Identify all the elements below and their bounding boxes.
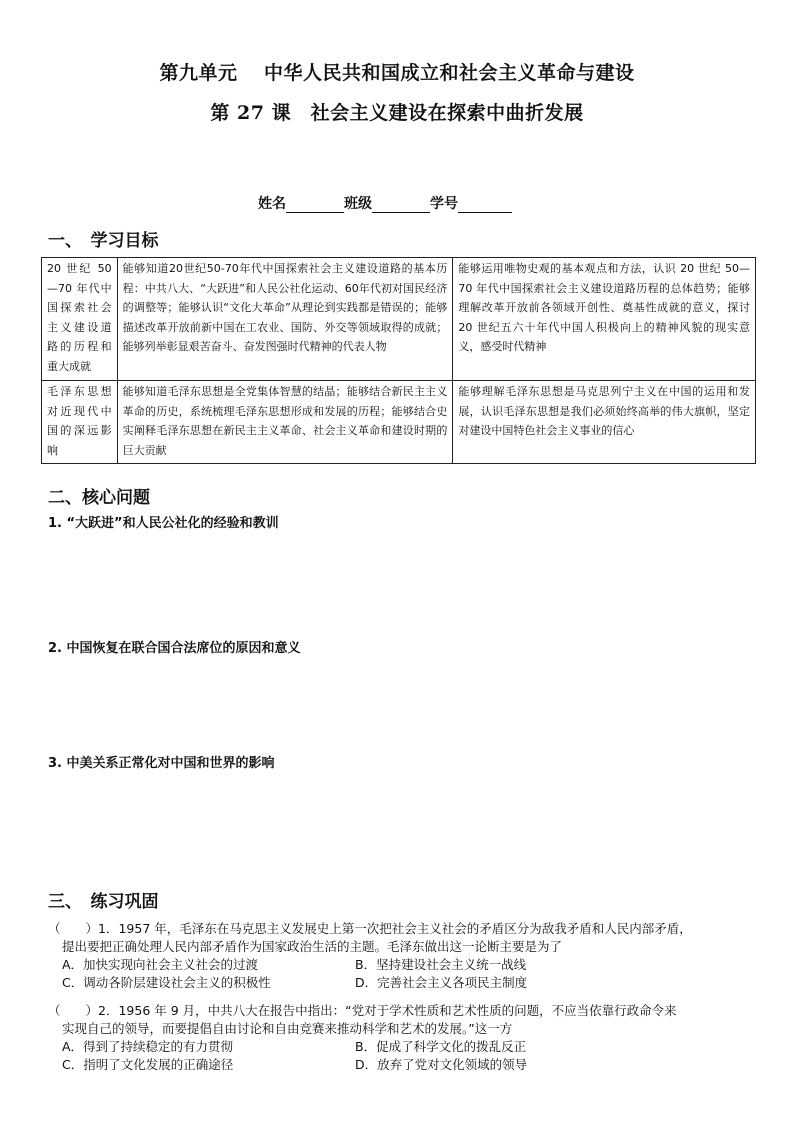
option-a[interactable]: A．加快实现向社会主义社会的过渡 xyxy=(62,957,259,972)
goal-basic-cell: 能够知道20世纪50-70年代中国探索社会主义建设道路的基本历程：中共八大、“大跃进”和人民公社化运动、60年代初对国民经济的调整等；能够认识“文化大革命”从理论到实践都是错误的；能够描述改革开放前新中国在工农业、国防、外交等领域取得的成就；能够列举彰显艰苦奋斗、奋发图强时代精神的代表人物 xyxy=(117,258,453,381)
exercise-item xyxy=(48,1002,768,1074)
name-blank[interactable] xyxy=(286,198,344,213)
lesson-title: 第 27 课 社会主义建设在探索中曲折发展 xyxy=(210,102,584,124)
answer-paren[interactable]: （ ） xyxy=(48,921,99,936)
goal-basic-cell: 能够知道毛泽东思想是全党集体智慧的结晶；能够结合新民主主义革命的历史，系统梳理毛泽东思想形成和发展的历程；能够结合史实阐释毛泽东思想在新民主主义革命、社会主义革命和建设时期的巨大贡献 xyxy=(117,381,453,464)
goal-topic-cell: 20 世纪 50—70 年代中国探索社会主义建设道路的历程和重大成就 xyxy=(42,258,118,381)
core-question-1: 1. “大跃进”和人民公社化的经验和教训 xyxy=(48,516,279,531)
table-row xyxy=(42,258,756,381)
exercise-options xyxy=(48,1038,768,1074)
answer-paren[interactable]: （ ） xyxy=(48,1003,99,1018)
section-heading-exercises: 三、 练习巩固 xyxy=(48,892,159,912)
name-label: 姓名 xyxy=(258,196,286,212)
class-label: 班级 xyxy=(344,196,372,212)
exercise-stem xyxy=(48,1002,768,1038)
core-question-2: 2. 中国恢复在联合国合法席位的原因和意义 xyxy=(48,641,301,656)
goal-advanced-cell: 能够运用唯物史观的基本观点和方法，认识 20 世纪 50—70 年代中国探索社会主义建设道路历程的总体趋势；能够理解改革开放前各领域开创性、奠基性成就的意义，探讨 20 世纪五六十年代中国人积极向上的精神风貌的现实意义，感受时代精神 xyxy=(453,258,756,381)
option-b[interactable]: B．坚持建设社会主义统一战线 xyxy=(355,957,527,972)
goal-advanced-cell: 能够理解毛泽东思想是马克思列宁主义在中国的运用和发展，认识毛泽东思想是我们必须始终高举的伟大旗帜，坚定对建设中国特色社会主义事业的信心 xyxy=(453,381,756,464)
option-d[interactable]: D．完善社会主义各项民主制度 xyxy=(355,975,528,990)
option-d[interactable]: D．放弃了党对文化领域的领导 xyxy=(355,1057,528,1072)
option-c[interactable]: C．调动各阶层建设社会主义的积极性 xyxy=(62,975,271,990)
section-heading-goals: 一、 学习目标 xyxy=(48,231,159,251)
student-id-label: 学号 xyxy=(430,196,458,212)
exercise-stem xyxy=(48,920,768,956)
section-heading-core-questions: 二、核心问题 xyxy=(48,488,150,508)
goal-topic-cell: 毛泽东思想对近现代中国的深远影响 xyxy=(42,381,118,464)
exercise-stem-line: 1．1957 年，毛泽东在马克思主义发展史上第一次把社会主义社会的矛盾区分为敌我矛盾和人民内部矛盾， xyxy=(98,921,692,936)
option-a[interactable]: A．得到了持续稳定的有力贯彻 xyxy=(62,1039,234,1054)
exercise-stem-continuation: 实现自己的领导，而要提倡自由讨论和自由竞赛来推动科学和艺术的发展。”这一方 xyxy=(62,1021,513,1036)
unit-title: 第九单元 中华人民共和国成立和社会主义革命与建设 xyxy=(159,62,635,84)
table-row xyxy=(42,381,756,464)
student-info-line xyxy=(258,193,512,213)
exercise-stem-line: 2．1956 年 9 月，中共八大在报告中指出：“党对于学术性质和艺术性质的问题，不应当依靠行政命令来 xyxy=(98,1003,677,1018)
student-id-blank[interactable] xyxy=(458,198,512,213)
learning-goals-table xyxy=(41,257,756,464)
core-question-3: 3. 中美关系正常化对中国和世界的影响 xyxy=(48,756,275,771)
exercise-stem-continuation: 提出要把正确处理人民内部矛盾作为国家政治生活的主题。毛泽东做出这一论断主要是为了 xyxy=(62,939,563,954)
option-b[interactable]: B．促成了科学文化的拨乱反正 xyxy=(355,1039,527,1054)
class-blank[interactable] xyxy=(372,198,430,213)
exercise-item xyxy=(48,920,768,992)
option-c[interactable]: C．指明了文化发展的正确途径 xyxy=(62,1057,234,1072)
exercise-options xyxy=(48,956,768,992)
